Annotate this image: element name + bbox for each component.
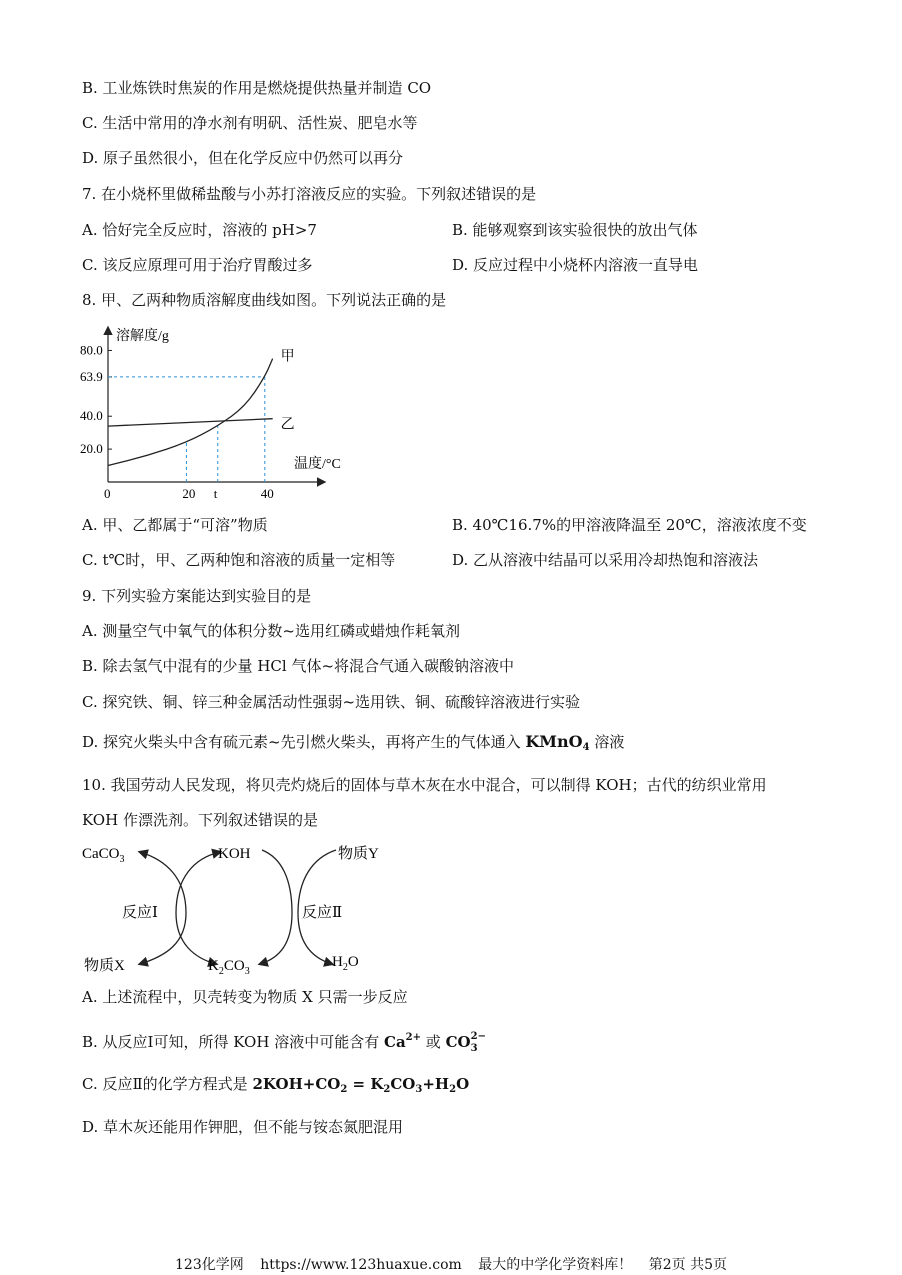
reaction-equation: $2KOH+CO_2 = K_2CO_3+H_2O$ [252,1075,470,1095]
co3-ion: CO 2− 3 [445,1031,486,1054]
solubility-chart [76,322,341,502]
footer-slogan: 最大的中学化学资料库！ [478,1257,633,1273]
ca-ion: $Ca^{2+}$ [384,1032,422,1051]
kmno4-formula: KMnO$_4$ [525,732,590,753]
q6-option-b: B. 工业炼铁时焦炭的作用是燃烧提供热量并制造 CO [82,79,432,97]
q7-stem: 7. 在小烧杯里做稀盐酸与小苏打溶液反应的实验。下列叙述错误的是 [82,185,537,203]
arc-koh-in [262,850,292,913]
label-substance-y: 物质Y [338,846,379,862]
q9-option-d-text: D. 探究火柴头中含有硫元素~先引燃火柴头，再将产生的气体通入 [82,733,521,751]
arc-to-k2co3-2 [260,913,292,964]
reaction-cycle-diagram [76,838,379,978]
chart-labels [80,327,341,501]
q10-option-c [82,1074,469,1100]
label-reaction-2: 反应Ⅱ [302,905,343,921]
y-tick-label: 63.9 [80,368,103,384]
q8-option-c: C. t℃时，甲、乙两种饱和溶液的质量一定相等 [82,551,396,569]
q8-stem: 8. 甲、乙两种物质溶解度曲线如图。下列说法正确的是 [82,291,447,309]
y-axis-label: 溶解度/g [116,329,169,344]
footer-page: 第2页 共5页 [648,1257,727,1273]
q9-option-a: A. 测量空气中氧气的体积分数~选用红磷或蜡烛作耗氧剂 [82,622,460,640]
q6-option-d: D. 原子虽然很小，但在化学反应中仍然可以再分 [82,149,404,167]
q7-option-a: A. 恰好完全反应时，溶液的 pH>7 [82,221,317,239]
label-caco3: CaCO$_3$ [82,846,125,865]
q9-option-d [82,732,624,758]
q9-stem: 9. 下列实验方案能达到实验目的是 [82,587,312,605]
q6-option-c: C. 生活中常用的净水剂有明矾、活性炭、肥皂水等 [82,114,418,132]
q10-stem-line2: KOH 作漂洗剂。下列叙述错误的是 [82,811,318,829]
series-jia-line [108,359,273,466]
q8-option-a: A. 甲、乙都属于“可溶”物质 [82,516,268,534]
y-tick-label: 40.0 [80,408,103,424]
q9-option-c: C. 探究铁、铜、锌三种金属活动性强弱~选用铁、铜、硫酸锌溶液进行实验 [82,693,581,711]
arc-to-koh [176,852,220,913]
arc-to-k2co3 [176,913,216,964]
label-h2o: $H_2O$ [332,954,359,973]
label-substance-x: 物质X [84,958,125,974]
arc-to-caco3 [140,852,186,913]
q8-option-b: B. 40℃16.7%的甲溶液降温至 20℃，溶液浓度不变 [452,516,807,534]
x-tick-label: 40 [260,486,274,501]
series-yi-line [108,419,273,426]
footer-site: 123化学网 [175,1257,244,1273]
x-tick-label: 0 [104,486,111,501]
y-tick-label: 20.0 [80,441,103,457]
q9-option-b: B. 除去氢气中混有的少量 HCl 气体~将混合气通入碳酸钠溶液中 [82,657,515,675]
page-footer [0,1254,902,1274]
q10-option-b-text: B. 从反应Ⅰ可知，所得 KOH 溶液中可能含有 [82,1033,380,1051]
series-label: 甲 [280,349,295,365]
x-tick-label: 20 [182,486,196,501]
q10-stem-line1: 10. 我国劳动人民发现，将贝壳灼烧后的固体与草木灰在水中混合，可以制得 KOH；古代的纺织业常用 [82,776,767,794]
q8-option-d: D. 乙从溶液中结晶可以采用冷却热饱和溶液法 [452,551,759,569]
q7-option-d: D. 反应过程中小烧杯内溶液一直导电 [452,256,699,274]
chart-guides [108,377,265,482]
q10-option-a: A. 上述流程中，贝壳转变为物质 X 只需一步反应 [82,988,408,1006]
chart-series [108,359,273,466]
arc-y-in [298,850,336,913]
q10-option-b-or: 或 [425,1033,441,1051]
q10-option-b [82,1028,486,1054]
series-label: 乙 [280,417,295,433]
q7-option-c: C. 该反应原理可用于治疗胃酸过多 [82,256,313,274]
label-reaction-1: 反应Ⅰ [122,905,158,921]
q9-option-d-suffix: 溶液 [594,733,625,751]
y-tick-label: 80.0 [80,342,103,358]
x-tick-label: t [213,486,218,501]
label-koh: KOH [218,846,251,862]
label-k2co3: $K_2CO_3$ [208,958,250,977]
q7-option-b: B. 能够观察到该实验很快的放出气体 [452,221,698,239]
footer-url[interactable]: https://www.123huaxue.com [260,1257,462,1273]
q10-option-d: D. 草木灰还能用作钾肥，但不能与铵态氮肥混用 [82,1118,404,1136]
q10-option-c-text: C. 反应Ⅱ的化学方程式是 [82,1075,248,1093]
x-axis-label: 温度/°C [294,457,341,472]
